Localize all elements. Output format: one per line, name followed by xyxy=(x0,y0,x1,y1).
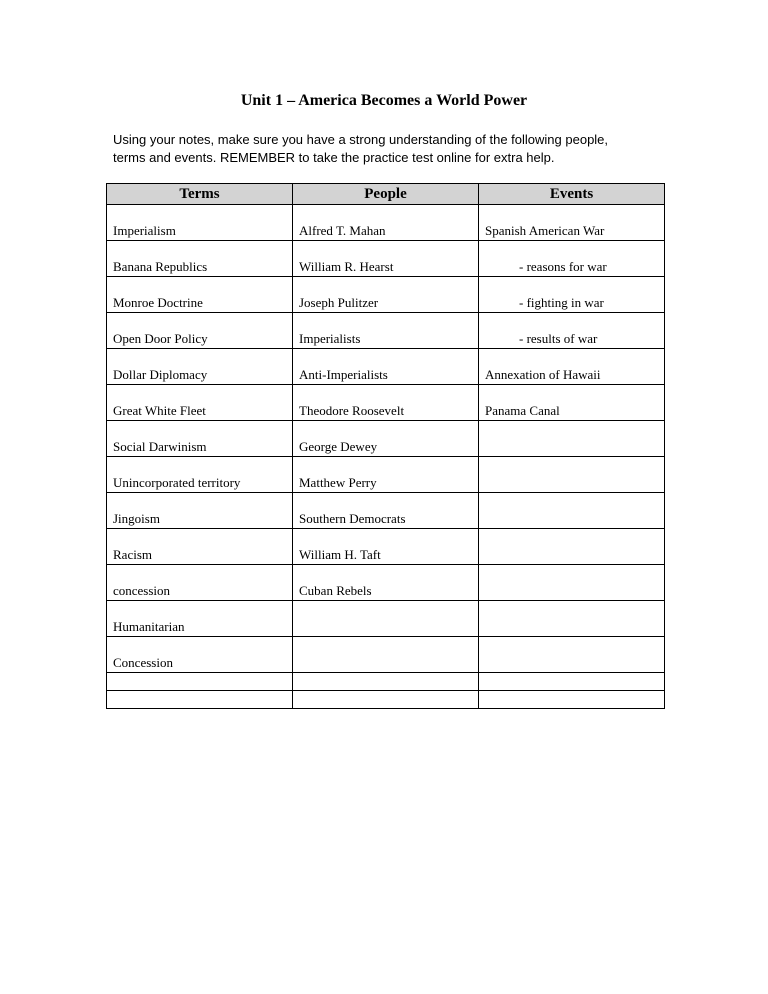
event-cell: Spanish American War xyxy=(479,205,665,241)
event-cell xyxy=(479,565,665,601)
instructions-line-1: Using your notes, make sure you have a strong understanding of the following people, xyxy=(113,132,609,147)
event-cell xyxy=(479,421,665,457)
table-row xyxy=(107,691,665,709)
person-cell xyxy=(293,691,479,709)
table-row xyxy=(107,673,665,691)
table-row xyxy=(107,637,665,673)
event-cell xyxy=(479,493,665,529)
event-cell xyxy=(479,673,665,691)
event-cell xyxy=(479,637,665,673)
term-cell xyxy=(107,691,293,709)
term-cell: Dollar Diplomacy xyxy=(107,349,293,385)
term-cell: concession xyxy=(107,565,293,601)
table-row xyxy=(107,529,665,565)
person-cell: Theodore Roosevelt xyxy=(293,385,479,421)
page-title: Unit 1 – America Becomes a World Power xyxy=(240,92,528,109)
term-cell: Great White Fleet xyxy=(107,385,293,421)
table-row xyxy=(107,385,665,421)
header-events: Events xyxy=(479,184,665,205)
table-row xyxy=(107,349,665,385)
term-cell xyxy=(107,673,293,691)
review-table xyxy=(106,183,665,709)
term-cell: Humanitarian xyxy=(107,601,293,637)
term-cell: Banana Republics xyxy=(107,241,293,277)
table-row xyxy=(107,457,665,493)
term-cell: Racism xyxy=(107,529,293,565)
event-cell: Panama Canal xyxy=(479,385,665,421)
term-cell: Monroe Doctrine xyxy=(107,277,293,313)
person-cell xyxy=(293,673,479,691)
person-cell: Matthew Perry xyxy=(293,457,479,493)
table-header-row xyxy=(107,184,665,205)
table-row xyxy=(107,277,665,313)
instructions xyxy=(113,131,673,167)
person-cell: William H. Taft xyxy=(293,529,479,565)
person-cell: Imperialists xyxy=(293,313,479,349)
event-cell: - results of war xyxy=(479,313,665,349)
person-cell: Anti-Imperialists xyxy=(293,349,479,385)
event-cell: - fighting in war xyxy=(479,277,665,313)
table-row xyxy=(107,241,665,277)
header-terms: Terms xyxy=(107,184,293,205)
table-row xyxy=(107,601,665,637)
event-cell: Annexation of Hawaii xyxy=(479,349,665,385)
person-cell: Joseph Pulitzer xyxy=(293,277,479,313)
event-cell xyxy=(479,529,665,565)
person-cell: William R. Hearst xyxy=(293,241,479,277)
table-row xyxy=(107,313,665,349)
person-cell xyxy=(293,601,479,637)
event-cell: - reasons for war xyxy=(479,241,665,277)
event-cell xyxy=(479,691,665,709)
event-cell xyxy=(479,601,665,637)
person-cell: Cuban Rebels xyxy=(293,565,479,601)
table-row xyxy=(107,205,665,241)
table-row xyxy=(107,421,665,457)
term-cell: Unincorporated territory xyxy=(107,457,293,493)
person-cell: Alfred T. Mahan xyxy=(293,205,479,241)
event-cell xyxy=(479,457,665,493)
term-cell: Social Darwinism xyxy=(107,421,293,457)
table-row xyxy=(107,565,665,601)
person-cell xyxy=(293,637,479,673)
person-cell: George Dewey xyxy=(293,421,479,457)
term-cell: Open Door Policy xyxy=(107,313,293,349)
person-cell: Southern Democrats xyxy=(293,493,479,529)
instructions-line-2: terms and events. REMEMBER to take the practice test online for extra help. xyxy=(113,150,555,165)
term-cell: Jingoism xyxy=(107,493,293,529)
term-cell: Concession xyxy=(107,637,293,673)
table-row xyxy=(107,493,665,529)
header-people: People xyxy=(293,184,479,205)
term-cell: Imperialism xyxy=(107,205,293,241)
